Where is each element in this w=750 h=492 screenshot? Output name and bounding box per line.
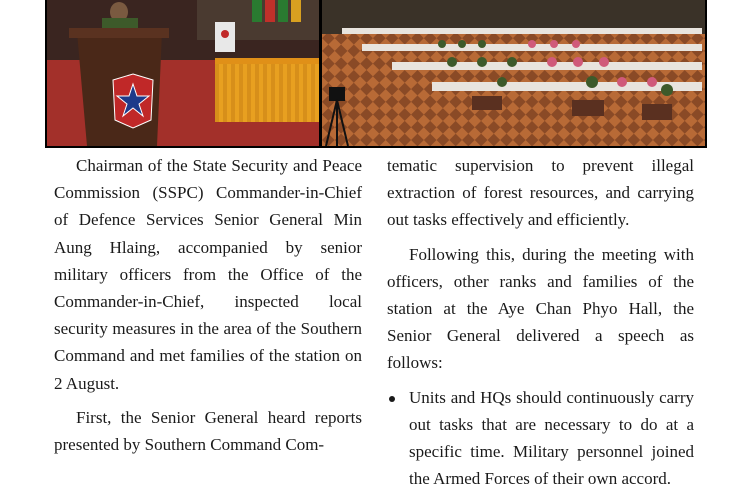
article-paragraph: Chairman of the State Security and Peace Commission (SSPC) Commander-in-Chief of Defence Services Senior General Min Aung Hlaing, accompanied by senior military officers from the Office of the Commander-in-Chief, inspected local security measures in the area of the Southern Command and met families of the station on 2 August. <box>54 156 362 393</box>
audience-photo <box>322 0 705 146</box>
speaker-photo <box>47 0 319 146</box>
article-paragraph: Following this, during the meeting with officers, other ranks and families of the station at the Aye Chan Phyo Hall, the Senior General delivered a speech as follows: <box>387 244 694 373</box>
list-item <box>387 384 694 492</box>
news-photo-strip <box>45 0 707 148</box>
speech-points-list <box>387 384 694 492</box>
article-paragraph: tematic supervision to prevent illegal extraction of forest resources, and carrying out tasks effectively and efficiently. <box>387 156 694 230</box>
bullet-icon <box>389 396 395 402</box>
bullet-text: Units and HQs should continuously carry out tasks that are necessary to do at a specific time. Military personnel joined the Armed Forces of their own accord. <box>409 387 694 489</box>
article-paragraph: First, the Senior General heard reports presented by Southern Command Com- <box>54 407 362 455</box>
article-column-left <box>54 152 362 465</box>
article-column-right <box>387 152 694 492</box>
